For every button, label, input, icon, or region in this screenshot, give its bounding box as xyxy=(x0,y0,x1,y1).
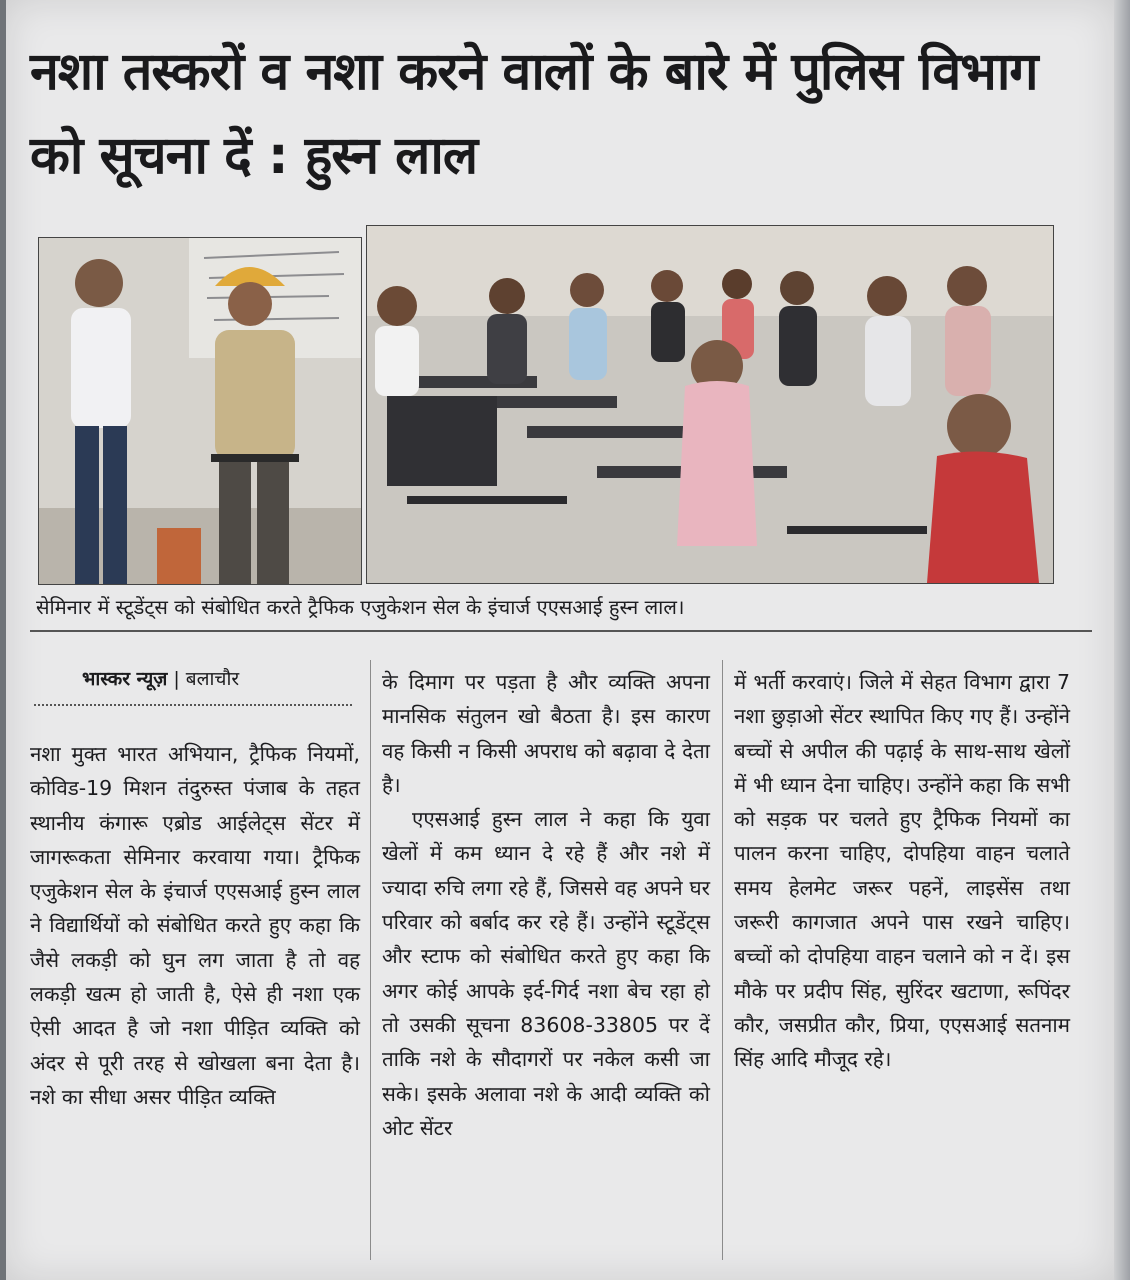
column-divider xyxy=(370,660,371,1260)
photo-students xyxy=(366,225,1054,584)
headline: नशा तस्करों व नशा करने वालों के बारे में पुलिस विभाग को सूचना दें : हुस्न लाल xyxy=(30,42,1038,186)
photo-speaker xyxy=(38,237,362,585)
caption-rule xyxy=(30,630,1092,632)
paragraph: एएसआई हुस्न लाल ने कहा कि युवा खेलों में कम ध्यान दे रहे हैं और नशे में ज्यादा रुचि लगा रहे हैं, जिससे वह अपने घर परिवार को बर्बाद कर रहे हैं। उन्होंने स्टूडेंट्स और स्टाफ को संबोधित करते हुए कहा कि अगर कोई आपके इर्द-गिर्द नशा बेच रहा हो तो उसकी सूचना 83608-33805 पर दें ताकि नशे के सौदागरों पर नकेल कसी जा सके। इसके अलावा नशे के आदी व्यक्ति को ओट सेंटर xyxy=(382,807,710,1140)
byline-source: भास्कर न्यूज़ xyxy=(82,668,168,690)
paragraph: के दिमाग पर पड़ता है और व्यक्ति अपना मानसिक संतुलन खो बैठता है। इस कारण वह किसी न किसी अपराध को बढ़ावा दे देता है। xyxy=(382,670,710,797)
byline-location: बलाचौर xyxy=(185,668,240,690)
paragraph: नशा मुक्त भारत अभियान, ट्रैफिक नियमों, कोविड-19 मिशन तंदुरुस्त पंजाब के तहत स्थानीय कंगारू एब्रोड आईलेट्स सेंटर में जागरूकता सेमिनार करवाया गया। ट्रैफिक एजुकेशन सेल के इंचार्ज एएसआई हुस्न लाल ने विद्यार्थियों को संबोधित करते हुए कहा कि जैसे लकड़ी को घुन लग जाता है तो वह लकड़ी खत्म हो जाती है, ऐसे ही नशा एक ऐसी आदत है जो नशा पीड़ित व्यक्ति को अंदर से पूरी तरह से खोखला बना देता है। नशे का सीधा असर पीड़ित व्यक्ति xyxy=(30,742,360,1109)
scan-edge-right xyxy=(1114,0,1130,1280)
article-column-2 xyxy=(382,665,710,1145)
photo-caption: सेमिनार में स्टूडेंट्स को संबोधित करते ट्रैफिक एजुकेशन सेल के इंचार्ज एएसआई हुस्न लाल। xyxy=(36,595,685,619)
paragraph: में भर्ती करवाएं। जिले में सेहत विभाग द्वारा 7 नशा छुड़ाओ सेंटर स्थापित किए गए हैं। उन्होंने बच्चों से अपील की पढ़ाई के साथ-साथ खेलों में भी ध्यान देना चाहिए। उन्होंने कहा कि सभी को सड़क पर चलते हुए ट्रैफिक नियमों का पालन करना चाहिए, दोपहिया वाहन चलाते समय हेलमेट जरूर पहनें, लाइसेंस तथा जरूरी कागजात अपने पास रखने चाहिए। बच्चों को दोपहिया वाहन चलाने को न दें। इस मौके पर प्रदीप सिंह, सुरिंदर खटाणा, रूपिंदर कौर, जसप्रीत कौर, प्रिया, एएसआई सतनाम सिंह आदि मौजूद रहे। xyxy=(734,670,1070,1072)
byline-divider xyxy=(34,704,352,706)
column-divider xyxy=(722,660,723,1260)
byline xyxy=(82,664,239,694)
article-column-3 xyxy=(734,665,1070,1077)
byline-separator: | xyxy=(173,668,180,690)
article-column-1 xyxy=(30,737,360,1114)
